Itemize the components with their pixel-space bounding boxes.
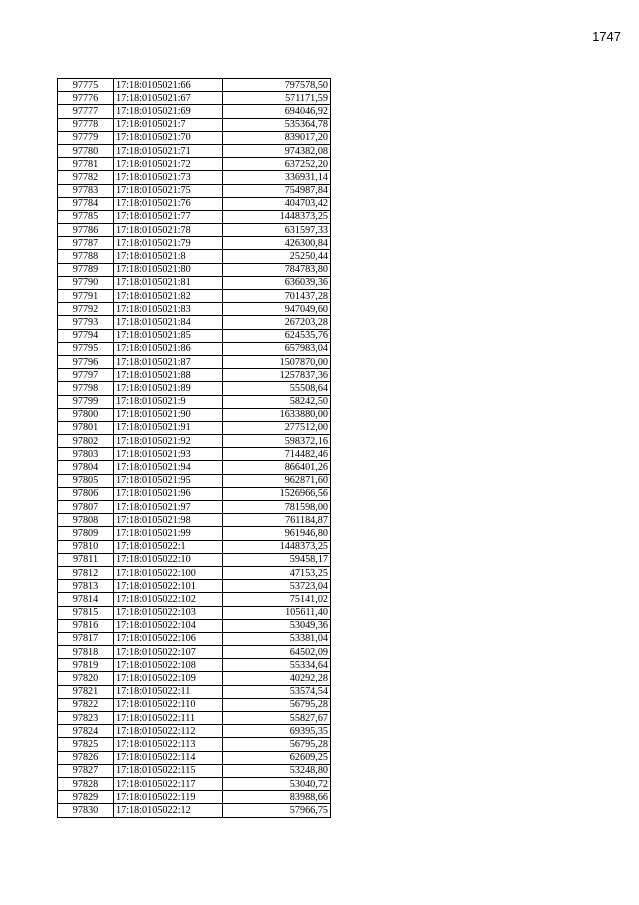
row-number: 97787 xyxy=(58,237,114,250)
cadastral-value: 947049,60 xyxy=(223,303,331,316)
cadastral-value: 75141,02 xyxy=(223,593,331,606)
row-number: 97790 xyxy=(58,276,114,289)
table-row xyxy=(58,461,331,474)
table-row xyxy=(58,276,331,289)
cadastral-value: 47153,25 xyxy=(223,566,331,579)
cadastral-number: 17:18:0105021:7 xyxy=(114,118,223,131)
table-row xyxy=(58,646,331,659)
table-row xyxy=(58,619,331,632)
table-row xyxy=(58,316,331,329)
cadastral-value: 56795,28 xyxy=(223,698,331,711)
table-row xyxy=(58,197,331,210)
row-number: 97824 xyxy=(58,725,114,738)
cadastral-value: 59458,17 xyxy=(223,553,331,566)
table-row xyxy=(58,105,331,118)
row-number: 97792 xyxy=(58,303,114,316)
cadastral-value: 53248,80 xyxy=(223,764,331,777)
row-number: 97776 xyxy=(58,92,114,105)
cadastral-value: 961946,80 xyxy=(223,527,331,540)
cadastral-value: 974382,08 xyxy=(223,144,331,157)
cadastral-value: 1448373,25 xyxy=(223,210,331,223)
cadastral-value: 781598,00 xyxy=(223,501,331,514)
cadastral-value: 55508,64 xyxy=(223,382,331,395)
cadastral-number: 17:18:0105022:11 xyxy=(114,685,223,698)
cadastral-number: 17:18:0105021:84 xyxy=(114,316,223,329)
cadastral-number: 17:18:0105021:91 xyxy=(114,421,223,434)
cadastral-number: 17:18:0105022:102 xyxy=(114,593,223,606)
cadastral-value: 784783,80 xyxy=(223,263,331,276)
cadastral-number: 17:18:0105022:109 xyxy=(114,672,223,685)
cadastral-number: 17:18:0105021:98 xyxy=(114,514,223,527)
table-row xyxy=(58,184,331,197)
row-number: 97784 xyxy=(58,197,114,210)
cadastral-value: 598372,16 xyxy=(223,435,331,448)
cadastral-number: 17:18:0105021:94 xyxy=(114,461,223,474)
cadastral-value: 53381,04 xyxy=(223,632,331,645)
table-row xyxy=(58,303,331,316)
cadastral-number: 17:18:0105022:1 xyxy=(114,540,223,553)
cadastral-number: 17:18:0105021:87 xyxy=(114,355,223,368)
cadastral-value: 694046,92 xyxy=(223,105,331,118)
page-number: 1747 xyxy=(592,29,621,44)
row-number: 97811 xyxy=(58,553,114,566)
cadastral-value: 426300,84 xyxy=(223,237,331,250)
cadastral-number: 17:18:0105021:83 xyxy=(114,303,223,316)
table-row xyxy=(58,263,331,276)
cadastral-value: 631597,33 xyxy=(223,224,331,237)
cadastral-value: 404703,42 xyxy=(223,197,331,210)
row-number: 97797 xyxy=(58,369,114,382)
row-number: 97823 xyxy=(58,712,114,725)
table-row xyxy=(58,395,331,408)
table-row xyxy=(58,712,331,725)
table-row xyxy=(58,580,331,593)
cadastral-number: 17:18:0105021:69 xyxy=(114,105,223,118)
cadastral-value: 636039,36 xyxy=(223,276,331,289)
cadastral-value: 657983,04 xyxy=(223,342,331,355)
cadastral-number: 17:18:0105022:110 xyxy=(114,698,223,711)
table-row xyxy=(58,698,331,711)
cadastral-value: 105611,40 xyxy=(223,606,331,619)
table-row xyxy=(58,804,331,817)
cadastral-number: 17:18:0105021:92 xyxy=(114,435,223,448)
table-row xyxy=(58,553,331,566)
cadastral-value: 25250,44 xyxy=(223,250,331,263)
row-number: 97814 xyxy=(58,593,114,606)
cadastral-value: 277512,00 xyxy=(223,421,331,434)
row-number: 97828 xyxy=(58,777,114,790)
cadastral-number: 17:18:0105021:81 xyxy=(114,276,223,289)
table-row xyxy=(58,237,331,250)
table-row xyxy=(58,382,331,395)
table-row xyxy=(58,79,331,92)
cadastral-value: 62609,25 xyxy=(223,751,331,764)
table-row xyxy=(58,224,331,237)
cadastral-number: 17:18:0105021:88 xyxy=(114,369,223,382)
row-number: 97794 xyxy=(58,329,114,342)
table-row xyxy=(58,659,331,672)
cadastral-number: 17:18:0105021:79 xyxy=(114,237,223,250)
cadastral-value: 336931,14 xyxy=(223,171,331,184)
cadastral-value: 53723,04 xyxy=(223,580,331,593)
table-row xyxy=(58,158,331,171)
table-row xyxy=(58,171,331,184)
row-number: 97813 xyxy=(58,580,114,593)
table-body xyxy=(58,79,331,818)
cadastral-value: 53040,72 xyxy=(223,777,331,790)
row-number: 97821 xyxy=(58,685,114,698)
row-number: 97777 xyxy=(58,105,114,118)
cadastral-number: 17:18:0105022:106 xyxy=(114,632,223,645)
table-row xyxy=(58,777,331,790)
cadastral-number: 17:18:0105022:115 xyxy=(114,764,223,777)
row-number: 97826 xyxy=(58,751,114,764)
cadastral-number: 17:18:0105022:114 xyxy=(114,751,223,764)
table-row xyxy=(58,593,331,606)
row-number: 97799 xyxy=(58,395,114,408)
row-number: 97778 xyxy=(58,118,114,131)
row-number: 97786 xyxy=(58,224,114,237)
row-number: 97789 xyxy=(58,263,114,276)
cadastral-number: 17:18:0105021:73 xyxy=(114,171,223,184)
row-number: 97775 xyxy=(58,79,114,92)
table-row xyxy=(58,421,331,434)
row-number: 97818 xyxy=(58,646,114,659)
row-number: 97822 xyxy=(58,698,114,711)
table-row xyxy=(58,672,331,685)
row-number: 97819 xyxy=(58,659,114,672)
table-row xyxy=(58,514,331,527)
row-number: 97829 xyxy=(58,791,114,804)
cadastral-value: 267203,28 xyxy=(223,316,331,329)
cadastral-value: 866401,26 xyxy=(223,461,331,474)
table-row xyxy=(58,791,331,804)
cadastral-value: 56795,28 xyxy=(223,738,331,751)
cadastral-value: 839017,20 xyxy=(223,131,331,144)
cadastral-number: 17:18:0105021:66 xyxy=(114,79,223,92)
table-row xyxy=(58,540,331,553)
row-number: 97779 xyxy=(58,131,114,144)
cadastral-number: 17:18:0105021:70 xyxy=(114,131,223,144)
row-number: 97802 xyxy=(58,435,114,448)
cadastral-number: 17:18:0105021:72 xyxy=(114,158,223,171)
table-row xyxy=(58,435,331,448)
row-number: 97793 xyxy=(58,316,114,329)
cadastral-value: 53574,54 xyxy=(223,685,331,698)
cadastral-number: 17:18:0105021:78 xyxy=(114,224,223,237)
row-number: 97807 xyxy=(58,501,114,514)
row-number: 97815 xyxy=(58,606,114,619)
cadastral-value: 754987,84 xyxy=(223,184,331,197)
cadastral-number: 17:18:0105021:75 xyxy=(114,184,223,197)
row-number: 97796 xyxy=(58,355,114,368)
cadastral-number: 17:18:0105022:119 xyxy=(114,791,223,804)
table-row xyxy=(58,144,331,157)
cadastral-value: 1507870,00 xyxy=(223,355,331,368)
table-row xyxy=(58,474,331,487)
row-number: 97800 xyxy=(58,408,114,421)
row-number: 97812 xyxy=(58,566,114,579)
row-number: 97830 xyxy=(58,804,114,817)
cadastral-number: 17:18:0105022:12 xyxy=(114,804,223,817)
table-row xyxy=(58,92,331,105)
row-number: 97785 xyxy=(58,210,114,223)
cadastral-number: 17:18:0105021:71 xyxy=(114,144,223,157)
table-row xyxy=(58,448,331,461)
row-number: 97816 xyxy=(58,619,114,632)
table-row xyxy=(58,566,331,579)
table-row xyxy=(58,408,331,421)
cadastral-number: 17:18:0105021:89 xyxy=(114,382,223,395)
cadastral-value: 55827,67 xyxy=(223,712,331,725)
table-row xyxy=(58,250,331,263)
table-row xyxy=(58,369,331,382)
cadastral-value: 64502,09 xyxy=(223,646,331,659)
table-row xyxy=(58,764,331,777)
row-number: 97780 xyxy=(58,144,114,157)
row-number: 97825 xyxy=(58,738,114,751)
cadastral-value: 637252,20 xyxy=(223,158,331,171)
cadastral-value: 761184,87 xyxy=(223,514,331,527)
cadastral-value: 1633880,00 xyxy=(223,408,331,421)
table-row xyxy=(58,738,331,751)
cadastral-value: 83988,66 xyxy=(223,791,331,804)
row-number: 97804 xyxy=(58,461,114,474)
cadastral-value: 962871,60 xyxy=(223,474,331,487)
cadastral-number: 17:18:0105021:77 xyxy=(114,210,223,223)
table-row xyxy=(58,751,331,764)
cadastral-value: 55334,64 xyxy=(223,659,331,672)
cadastral-number: 17:18:0105021:97 xyxy=(114,501,223,514)
row-number: 97820 xyxy=(58,672,114,685)
table-row xyxy=(58,501,331,514)
row-number: 97808 xyxy=(58,514,114,527)
row-number: 97795 xyxy=(58,342,114,355)
cadastral-number: 17:18:0105022:10 xyxy=(114,553,223,566)
cadastral-value: 1526966,56 xyxy=(223,487,331,500)
table-row xyxy=(58,355,331,368)
cadastral-number: 17:18:0105021:80 xyxy=(114,263,223,276)
cadastral-value: 58242,50 xyxy=(223,395,331,408)
cadastral-number: 17:18:0105021:9 xyxy=(114,395,223,408)
cadastral-number: 17:18:0105021:85 xyxy=(114,329,223,342)
table-row xyxy=(58,210,331,223)
table-row xyxy=(58,725,331,738)
cadastral-value: 1257837,36 xyxy=(223,369,331,382)
cadastral-number: 17:18:0105022:108 xyxy=(114,659,223,672)
cadastral-number: 17:18:0105021:95 xyxy=(114,474,223,487)
cadastral-number: 17:18:0105022:100 xyxy=(114,566,223,579)
row-number: 97781 xyxy=(58,158,114,171)
cadastral-number: 17:18:0105021:8 xyxy=(114,250,223,263)
row-number: 97803 xyxy=(58,448,114,461)
cadastral-number: 17:18:0105022:113 xyxy=(114,738,223,751)
table-row xyxy=(58,131,331,144)
cadastral-value: 624535,76 xyxy=(223,329,331,342)
cadastral-value: 1448373,25 xyxy=(223,540,331,553)
table-row xyxy=(58,487,331,500)
cadastral-value: 797578,50 xyxy=(223,79,331,92)
cadastral-number: 17:18:0105022:112 xyxy=(114,725,223,738)
table-row xyxy=(58,329,331,342)
cadastral-number: 17:18:0105022:111 xyxy=(114,712,223,725)
row-number: 97782 xyxy=(58,171,114,184)
table-row xyxy=(58,342,331,355)
row-number: 97798 xyxy=(58,382,114,395)
row-number: 97783 xyxy=(58,184,114,197)
cadastral-value: 701437,28 xyxy=(223,290,331,303)
cadastral-value-table xyxy=(57,78,331,818)
cadastral-number: 17:18:0105021:76 xyxy=(114,197,223,210)
row-number: 97788 xyxy=(58,250,114,263)
cadastral-value: 535364,78 xyxy=(223,118,331,131)
table-row xyxy=(58,290,331,303)
row-number: 97801 xyxy=(58,421,114,434)
row-number: 97805 xyxy=(58,474,114,487)
cadastral-value: 40292,28 xyxy=(223,672,331,685)
row-number: 97810 xyxy=(58,540,114,553)
row-number: 97817 xyxy=(58,632,114,645)
cadastral-number: 17:18:0105022:107 xyxy=(114,646,223,659)
cadastral-number: 17:18:0105022:104 xyxy=(114,619,223,632)
cadastral-number: 17:18:0105021:90 xyxy=(114,408,223,421)
table-row xyxy=(58,632,331,645)
cadastral-value: 57966,75 xyxy=(223,804,331,817)
cadastral-value: 69395,35 xyxy=(223,725,331,738)
row-number: 97806 xyxy=(58,487,114,500)
cadastral-number: 17:18:0105021:82 xyxy=(114,290,223,303)
table-row xyxy=(58,606,331,619)
table-row xyxy=(58,527,331,540)
row-number: 97827 xyxy=(58,764,114,777)
row-number: 97809 xyxy=(58,527,114,540)
cadastral-value: 571171,59 xyxy=(223,92,331,105)
cadastral-number: 17:18:0105022:103 xyxy=(114,606,223,619)
cadastral-number: 17:18:0105021:86 xyxy=(114,342,223,355)
cadastral-value: 714482,46 xyxy=(223,448,331,461)
cadastral-value: 53049,36 xyxy=(223,619,331,632)
cadastral-number: 17:18:0105021:93 xyxy=(114,448,223,461)
cadastral-number: 17:18:0105021:99 xyxy=(114,527,223,540)
cadastral-number: 17:18:0105022:101 xyxy=(114,580,223,593)
row-number: 97791 xyxy=(58,290,114,303)
cadastral-number: 17:18:0105021:67 xyxy=(114,92,223,105)
cadastral-number: 17:18:0105021:96 xyxy=(114,487,223,500)
cadastral-number: 17:18:0105022:117 xyxy=(114,777,223,790)
table-row xyxy=(58,118,331,131)
table-row xyxy=(58,685,331,698)
